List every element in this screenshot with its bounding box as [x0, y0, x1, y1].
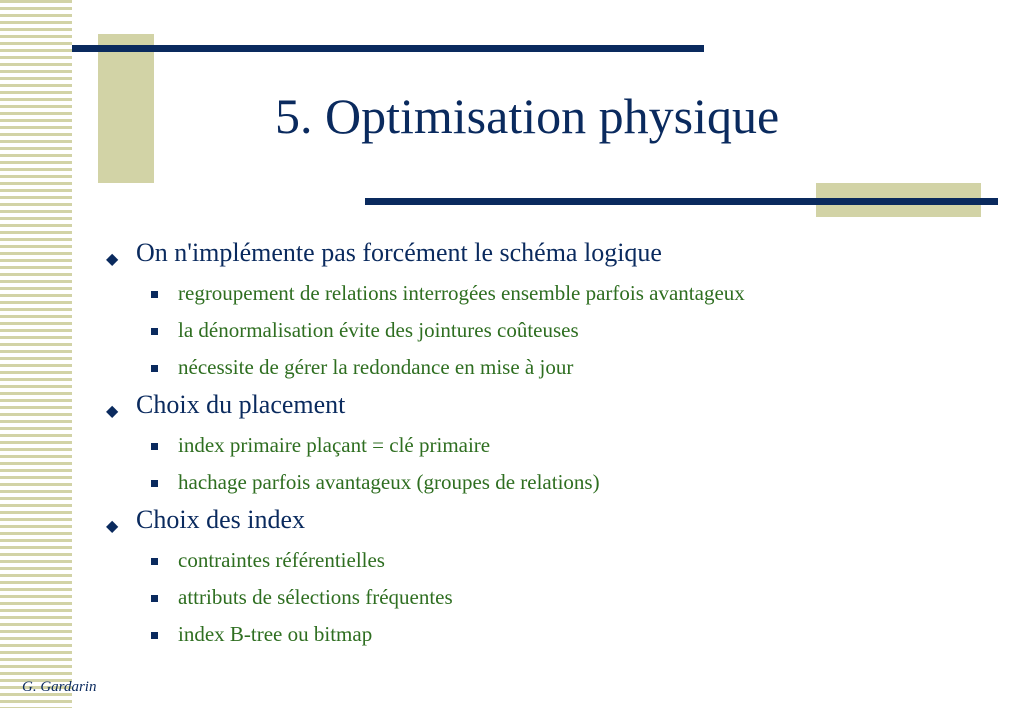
square-bullet-icon: [151, 595, 158, 602]
bullet-text: Choix du placement: [136, 390, 346, 419]
sub-bullet-item: [104, 354, 1004, 381]
sub-bullet-text: nécessite de gérer la redondance en mise à jour: [178, 355, 574, 379]
square-bullet-icon: [151, 291, 158, 298]
sub-bullet-text: hachage parfois avantageux (groupes de relations): [178, 470, 600, 494]
diamond-bullet-icon: ◆: [106, 403, 119, 420]
sub-bullet-text: contraintes référentielles: [178, 548, 385, 572]
bullet-list: [104, 236, 1004, 648]
bullet-text: Choix des index: [136, 505, 305, 534]
sub-bullet-item: [104, 469, 1004, 496]
square-bullet-icon: [151, 480, 158, 487]
sub-bullet-text: la dénormalisation évite des jointures coûteuses: [178, 318, 579, 342]
sub-bullet-text: regroupement de relations interrogées ensemble parfois avantageux: [178, 281, 745, 305]
diamond-bullet-icon: ◆: [106, 518, 119, 535]
bottom-navy-bar: [365, 198, 998, 205]
sub-bullet-item: [104, 317, 1004, 344]
slide-title: 5. Optimisation physique: [275, 88, 780, 144]
square-bullet-icon: [151, 558, 158, 565]
sub-bullet-item: [104, 547, 1004, 574]
square-bullet-icon: [151, 328, 158, 335]
sub-bullet-item: [104, 621, 1004, 648]
diamond-bullet-icon: ◆: [106, 251, 119, 268]
sub-bullet-text: attributs de sélections fréquentes: [178, 585, 453, 609]
bullet-item: [104, 503, 1004, 537]
sub-bullet-item: [104, 432, 1004, 459]
sub-bullet-item: [104, 584, 1004, 611]
sub-bullet-text: index primaire plaçant = clé primaire: [178, 433, 491, 457]
top-khaki-block: [98, 34, 154, 183]
left-stripe-decoration: [0, 0, 72, 708]
square-bullet-icon: [151, 365, 158, 372]
square-bullet-icon: [151, 632, 158, 639]
top-navy-bar: [72, 45, 704, 52]
author-footer: G. Gardarin: [22, 679, 97, 695]
square-bullet-icon: [151, 443, 158, 450]
bullet-item: [104, 236, 1004, 270]
sub-bullet-item: [104, 280, 1004, 307]
bullet-text: On n'implémente pas forcément le schéma logique: [136, 238, 662, 267]
bullet-item: [104, 388, 1004, 422]
sub-bullet-text: index B-tree ou bitmap: [178, 622, 373, 646]
